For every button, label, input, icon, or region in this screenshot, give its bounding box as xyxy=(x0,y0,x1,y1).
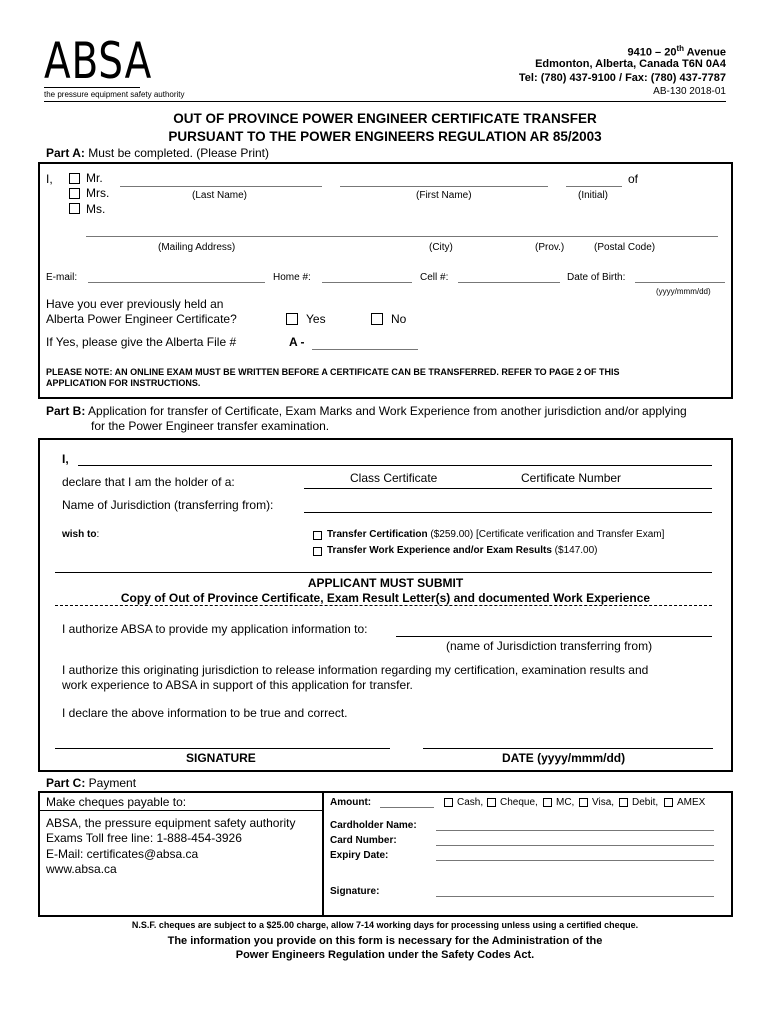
address-sup: th xyxy=(676,44,685,53)
dob-field[interactable] xyxy=(635,282,725,283)
mc-label: MC, xyxy=(556,797,575,808)
holder-declaration: declare that I am the holder of a: xyxy=(62,475,235,489)
initial-field[interactable] xyxy=(566,186,622,187)
part-a-box xyxy=(38,162,733,399)
online-exam-note-2: APPLICATION FOR INSTRUCTIONS. xyxy=(46,378,201,388)
cheque-label: Cheque, xyxy=(500,797,538,808)
yes-label: Yes xyxy=(306,312,326,326)
info-notice-2: Power Engineers Regulation under the Safety Codes Act. xyxy=(235,949,535,961)
cell-phone-field[interactable] xyxy=(458,282,560,283)
part-a-label: Part A: xyxy=(46,146,85,160)
last-name-field[interactable] xyxy=(120,186,322,187)
dob-label: Date of Birth: xyxy=(567,272,626,283)
cash-checkbox[interactable] xyxy=(444,798,453,807)
cell-label: Cell #: xyxy=(420,272,449,283)
part-a-i-label: I, xyxy=(46,172,53,186)
transfer-certification-checkbox[interactable] xyxy=(313,531,322,540)
absa-logo: ABSA xyxy=(44,32,153,90)
first-name-caption: (First Name) xyxy=(416,190,472,201)
amex-label: AMEX xyxy=(677,797,706,808)
prov-caption: (Prov.) xyxy=(535,242,565,253)
mr-checkbox[interactable] xyxy=(69,173,80,184)
first-name-field[interactable] xyxy=(340,186,548,187)
signature-caption: SIGNATURE xyxy=(186,751,256,765)
expiry-field[interactable] xyxy=(436,860,714,861)
last-name-caption: (Last Name) xyxy=(192,190,248,201)
amount-field[interactable] xyxy=(380,807,434,808)
part-b-label: Part B: xyxy=(46,404,86,418)
applicant-name-field[interactable] xyxy=(78,465,712,466)
no-checkbox[interactable] xyxy=(371,313,383,325)
payee-toll-free: Exams Toll free line: 1-888-454-3926 xyxy=(46,831,242,845)
file-number-field[interactable] xyxy=(312,349,418,350)
payee-org: ABSA, the pressure equipment safety authority xyxy=(46,816,296,830)
part-a-note: Must be completed. (Please Print) xyxy=(84,146,269,160)
email-field[interactable] xyxy=(88,282,265,283)
class-cert-caption: Class Certificate xyxy=(350,471,438,485)
address-street: Avenue xyxy=(684,46,726,59)
no-label: No xyxy=(391,312,407,326)
cheque-checkbox[interactable] xyxy=(487,798,496,807)
wish-to-label xyxy=(62,529,99,540)
payee-email: E-Mail: certificates@absa.ca xyxy=(46,847,199,861)
expiry-label: Expiry Date: xyxy=(330,850,389,861)
part-b-desc-1: Application for transfer of Certificate, Exam Marks and Work Experience from another jurisdiction and/or applying xyxy=(85,404,687,418)
part-c-note: Payment xyxy=(85,776,137,790)
submit-detail: Copy of Out of Province Certificate, Exam Result Letter(s) and documented Work Experience xyxy=(120,591,651,605)
date-field[interactable] xyxy=(423,748,713,749)
mrs-checkbox[interactable] xyxy=(69,188,80,199)
logo-underline xyxy=(44,87,140,88)
authorize-jurisdiction-field[interactable] xyxy=(396,636,712,637)
cheques-payable-label: Make cheques payable to: xyxy=(46,795,187,809)
amex-checkbox[interactable] xyxy=(664,798,673,807)
header-rule xyxy=(44,101,726,102)
info-notice-1: The information you provide on this form is necessary for the Administration of the xyxy=(167,935,603,947)
cardholder-label: Cardholder Name: xyxy=(330,820,417,831)
address-phone: Tel: (780) 437-9100 / Fax: (780) 437-7787 xyxy=(518,72,726,84)
part-c-label: Part C: xyxy=(46,776,86,790)
jurisdiction-field[interactable] xyxy=(304,512,712,513)
date-caption: DATE (yyyy/mmm/dd) xyxy=(502,751,626,765)
submit-rule-top xyxy=(55,572,712,573)
form-code: AB-130 2018-01 xyxy=(653,86,726,97)
home-label: Home #: xyxy=(273,272,311,283)
of-label: of xyxy=(628,172,639,186)
option2-title: Transfer Work Experience and/or Exam Results xyxy=(327,545,552,556)
certificate-field[interactable] xyxy=(304,488,712,489)
mailing-address-field[interactable] xyxy=(86,236,718,237)
initial-caption: (Initial) xyxy=(578,190,609,201)
option1-title: Transfer Certification xyxy=(327,529,428,540)
online-exam-note-1: PLEASE NOTE: AN ONLINE EXAM MUST BE WRITTEN BEFORE A CERTIFICATE CAN BE TRANSFERRED. REFER TO PAGE 2 OF THIS xyxy=(46,367,620,377)
wish-to-text: wish to xyxy=(62,529,97,540)
home-phone-field[interactable] xyxy=(322,282,412,283)
address-city: Edmonton, Alberta, Canada T6N 0A4 xyxy=(535,58,726,70)
city-caption: (City) xyxy=(429,242,453,253)
cash-label: Cash, xyxy=(457,797,484,808)
cheques-rule xyxy=(39,810,322,811)
option1-detail: ($259.00) [Certificate verification and Transfer Exam] xyxy=(427,529,665,540)
part-a-heading xyxy=(46,146,269,160)
part-b-heading-1 xyxy=(46,404,687,418)
wish-to-colon: : xyxy=(96,529,100,540)
nsf-note: N.S.F. cheques are subject to a $25.00 charge, allow 7-14 working days for processing unless using a certified cheque. xyxy=(131,920,639,930)
mailing-caption: (Mailing Address) xyxy=(158,242,236,253)
authorize-release-2: work experience to ABSA in support of this application for transfer. xyxy=(62,678,413,692)
yes-checkbox[interactable] xyxy=(286,313,298,325)
card-number-label: Card Number: xyxy=(330,835,397,846)
cardholder-field[interactable] xyxy=(436,830,714,831)
card-signature-field[interactable] xyxy=(436,896,714,897)
signature-field[interactable] xyxy=(55,748,390,749)
visa-label: Visa, xyxy=(592,797,615,808)
transfer-work-experience-option xyxy=(327,545,598,556)
email-label: E-mail: xyxy=(46,272,78,283)
submit-rule-bottom xyxy=(55,605,712,606)
card-signature-label: Signature: xyxy=(330,886,380,897)
jurisdiction-label: Name of Jurisdiction (transferring from): xyxy=(62,498,274,512)
ms-checkbox[interactable] xyxy=(69,203,80,214)
dob-format: (yyyy/mmm/dd) xyxy=(656,287,711,296)
part-c-divider xyxy=(322,792,324,916)
part-b-heading-2: for the Power Engineer transfer examination. xyxy=(91,419,330,433)
mc-checkbox[interactable] xyxy=(543,798,552,807)
address-number: 9410 – 20 xyxy=(627,46,677,59)
previous-cert-question-2: Alberta Power Engineer Certificate? xyxy=(46,312,237,326)
file-number-prefix: A - xyxy=(289,335,305,349)
postal-caption: (Postal Code) xyxy=(594,242,656,253)
declare-true: I declare the above information to be true and correct. xyxy=(62,706,348,720)
transfer-work-experience-checkbox[interactable] xyxy=(313,547,322,556)
cert-number-caption: Certificate Number xyxy=(521,471,622,485)
logo-tagline: the pressure equipment safety authority xyxy=(44,90,185,99)
form-title-line2: PURSUANT TO THE POWER ENGINEERS REGULATION AR 85/2003 xyxy=(168,129,602,144)
debit-label: Debit, xyxy=(632,797,659,808)
mr-label: Mr. xyxy=(86,171,103,185)
part-c-heading xyxy=(46,776,136,790)
part-b-i-label: I, xyxy=(62,452,69,466)
mrs-label: Mrs. xyxy=(86,186,110,200)
authorize-release-1: I authorize this originating jurisdiction to release information regarding my certification, examination results and xyxy=(62,663,649,677)
authorize-absa: I authorize ABSA to provide my application information to: xyxy=(62,622,368,636)
transfer-certification-option xyxy=(327,529,664,540)
previous-cert-question-1: Have you ever previously held an xyxy=(46,297,224,311)
amount-label: Amount: xyxy=(330,797,372,808)
file-number-label: If Yes, please give the Alberta File # xyxy=(46,335,237,349)
form-title-line1: OUT OF PROVINCE POWER ENGINEER CERTIFICATE TRANSFER xyxy=(173,111,597,126)
ms-label: Ms. xyxy=(86,202,106,216)
jurisdiction-name-caption: (name of Jurisdiction transferring from) xyxy=(446,639,653,653)
card-number-field[interactable] xyxy=(436,845,714,846)
submit-title: APPLICANT MUST SUBMIT xyxy=(307,576,464,590)
visa-checkbox[interactable] xyxy=(579,798,588,807)
address-line xyxy=(628,44,726,59)
option2-detail: ($147.00) xyxy=(551,545,598,556)
payee-website: www.absa.ca xyxy=(46,862,117,876)
debit-checkbox[interactable] xyxy=(619,798,628,807)
